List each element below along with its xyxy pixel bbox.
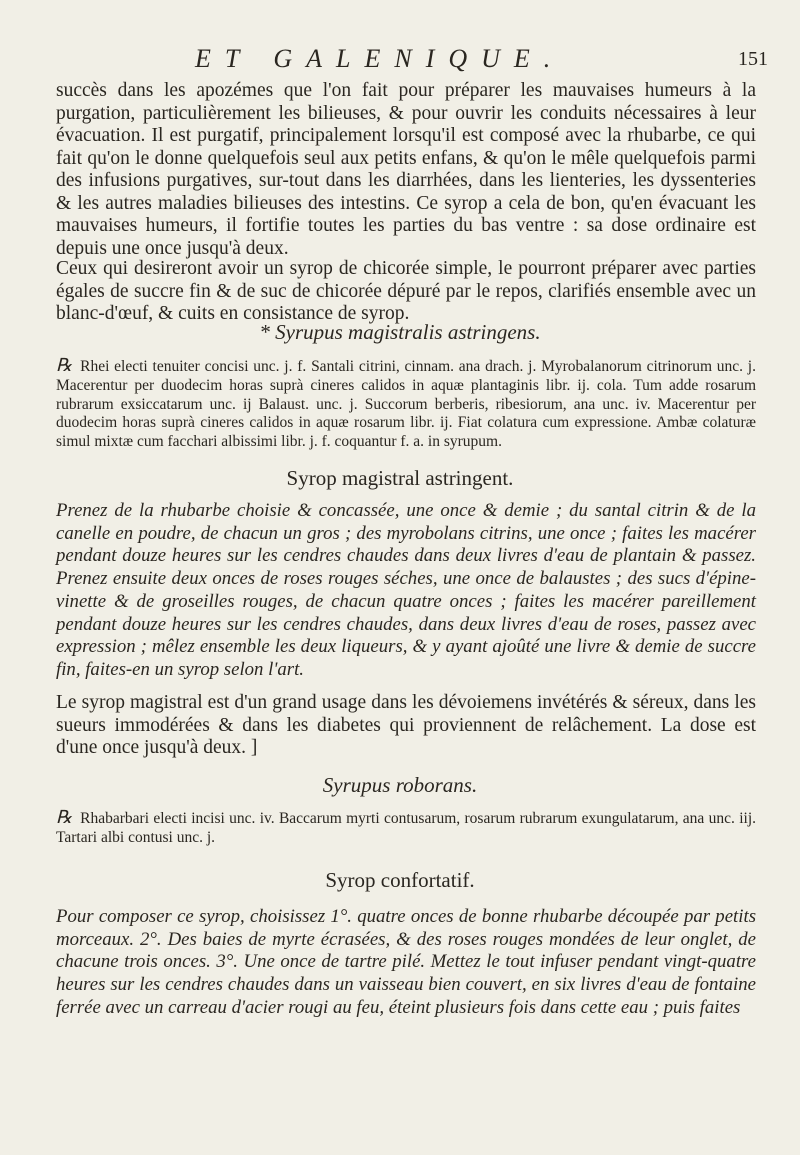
running-head: ET GALENIQUE. [195, 44, 565, 73]
page-number: 151 [738, 48, 768, 70]
recipe-latin-text: Rhei electi tenuiter concisi unc. j. f. Santali citrini, cinnam. ana drach. j. Myrobalanorum citrinorum unc. j. Macerentur per duodecim horas suprà cineres calidos in aquæ plantaginis libr. ij. cola. Tum adde rosarum rubrarum exsiccatarum unc. ij Balaust. unc. j. Succorum berberis, ribesiorum, ana unc. iv. Macerentur per duodecim horas suprà cineres calidos in aquæ rosarum libr. ij. Fiat colatura cum expressione. Ambæ colaturæ simul mixtæ cum facchari albissimi libr. j. f. coquantur f. a. in syrupum. [56, 358, 756, 451]
recipe-title-latin-roborans: Syrupus roborans. [322, 773, 478, 797]
paragraph-syrup-chicory-use: succès dans les apozémes que l'on fait pour préparer les mauvaises humeurs à la purgation, particulièrement les bilieuses, & pour ouvrir les conduits nécessaires à leur évacuation. Il est purgatif, principalement lorsqu'il est composé avec la rhubarbe, ce qui fait qu'on le donne quelquefois seul aux petits enfans, & qu'on le mêle quelquefois parmi des infusions purgatives, sur-tout dans les diarrhées, dans les lienteries, les dyssenteries & les autres maladies bilieuses des intestins. Ce syrop a cela de bon, qu'en évacuant les mauvaises humeurs, il fortifie toutes les parties du bas ventre : sa dose ordinaire est depuis une once jusqu'à deux. [56, 80, 756, 259]
paragraph-magistral-usage: Le syrop magistral est d'un grand usage dans les dévoiemens invétérés & séreux, dans les sueurs immodérées & dans les diabetes qui proviennent de relâchement. La dose est d'une once jusqu'à deux. ] [56, 692, 756, 758]
recipe-french-confortatif: Pour composer ce syrop, choisissez 1°. quatre onces de bonne rhubarbe découpée par petits morceaux. 2°. Des baies de myrte écrasées, & des roses rouges mondées de leur onglet, de chacune trois onces. 3°. Une once de tartre pilé. Mettez le tout infuser pendant vingt-quatre heures sur les cendres chaudes dans un vaisseau bien couvert, en six livres d'eau de fontaine ferrée avec un carreau d'acier rougi au feu, éteint plusieurs fois dans cette eau ; puis faites [56, 906, 756, 1018]
recipe-title-latin-astringent: * Syrupus magistralis astringens. [259, 320, 541, 344]
paragraph-simple-chicory-syrup: Ceux qui desireront avoir un syrop de chicorée simple, le pourront préparer avec parties égales de succre fin & de suc de chicorée dépuré par le repos, clarifiés ensemble avec un blanc-d'œuf, & cuits en consistance de syrop. [56, 258, 756, 324]
recipe-title-french-astringent: Syrop magistral astringent. [286, 466, 514, 490]
recipe-latin-text: Rhabarbari electi incisi unc. iv. Baccarum myrti contusarum, rosarum rubrarum exungulatarum, ana unc. iij. Tartari albi contusi unc. j. [56, 810, 756, 846]
recipe-latin-roborans [56, 808, 756, 848]
recipe-french-astringent: Prenez de la rhubarbe choisie & concassée, une once & demie ; du santal citrin & de la canelle en poudre, de chacun un gros ; des myrobolans citrins, une once ; faites les macérer pendant douze heures sur les cendres chaudes dans deux livres d'eau de plantain & passez. Prenez ensuite deux onces de roses rouges séches, une once de balaustes ; des sucs d'épine-vinette & de groseilles rouges, de chacun quatre onces ; faites les macérer pareillement pendant douze heures sur les cendres chaudes, dans deux livres d'eau de roses, passez avec expression ; mêlez ensemble les deux liqueurs, & y ayant ajoûté une livre & demie de succre fin, faites-en un syrop selon l'art. [56, 500, 756, 680]
page-header [0, 44, 800, 74]
recipe-symbol-icon: ℞ [56, 807, 73, 827]
recipe-latin-astringent [56, 356, 756, 452]
recipe-symbol-icon: ℞ [56, 355, 73, 375]
recipe-title-french-confortatif: Syrop confortatif. [325, 868, 475, 892]
